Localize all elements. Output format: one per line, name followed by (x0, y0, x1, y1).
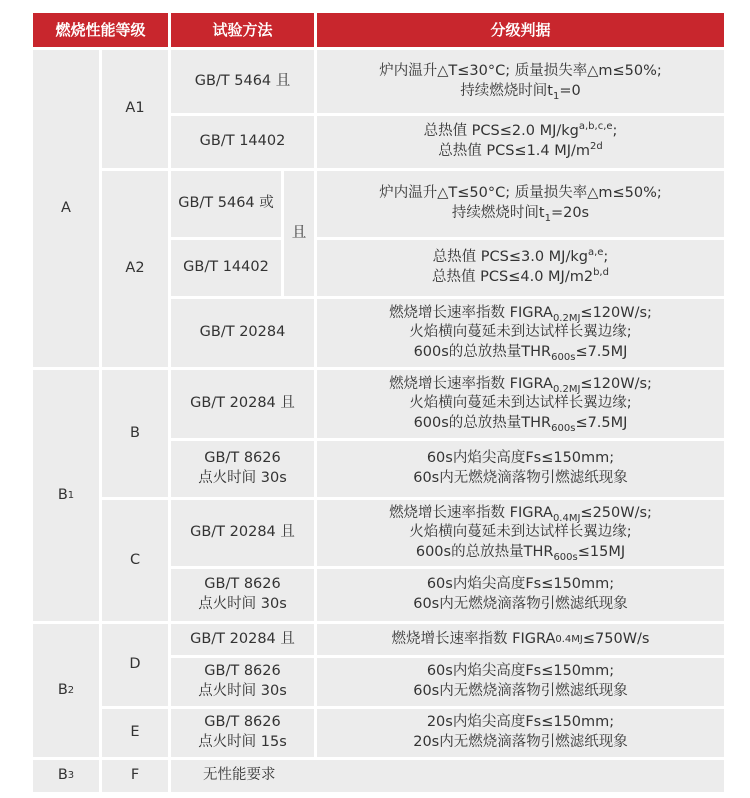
subclass-c: C (102, 500, 168, 621)
criteria-line (432, 268, 609, 288)
method-line: GB/T 8626 (204, 450, 281, 467)
criteria-c-1 (317, 500, 724, 566)
criteria-text: 600s的总放热量THR (413, 414, 552, 431)
subclass-b: B (102, 370, 168, 497)
criteria-c-2 (317, 569, 724, 621)
criteria-text: 燃烧增长速率指数 FIGRA (389, 375, 553, 392)
criteria-b-1 (317, 370, 724, 438)
criteria-text: ; (612, 123, 618, 140)
criteria-text: =0 (559, 82, 581, 99)
criteria-text: 总热值 PCS≤3.0 MJ/kg (432, 249, 588, 266)
method-f-1: 无性能要求 (171, 760, 724, 792)
criteria-text: ≤7.5MJ (575, 343, 628, 360)
fire-performance-table (33, 13, 719, 784)
criteria-a1-2 (317, 116, 724, 168)
criteria-a1-1 (317, 50, 724, 113)
criteria-line (433, 248, 609, 268)
criteria-text: 燃烧增长速率指数 FIGRA (391, 630, 556, 647)
criteria-text: ≤7.5MJ (575, 414, 628, 431)
criteria-text: ≤120W/s; (580, 304, 652, 321)
method-a1-1: GB/T 5464 且 (171, 50, 314, 113)
criteria-subscript: 0.2MJ (552, 312, 581, 324)
criteria-text: ≤120W/s; (580, 375, 652, 392)
criteria-subscript: 600s (551, 422, 576, 434)
criteria-line: 炉内温升△T≤30°C; 质量损失率△m≤50%; (379, 62, 662, 79)
class-b2: B 2 (33, 624, 99, 757)
criteria-text: ≤250W/s; (580, 504, 652, 521)
criteria-a2-3 (317, 299, 724, 367)
class-b1: B 1 (33, 370, 99, 621)
header-grade: 燃烧性能等级 (33, 13, 168, 47)
class-b3-label: B (57, 767, 68, 784)
class-b3: B 3 (33, 760, 99, 792)
method-a1-2: GB/T 14402 (171, 116, 314, 168)
criteria-subscript: 600s (553, 551, 578, 563)
criteria-line: 60s内无燃烧滴落物引燃滤纸现象 (413, 683, 628, 699)
criteria-text: ≤15MJ (577, 543, 626, 560)
criteria-line (389, 375, 652, 395)
criteria-text: 600s的总放热量THR (413, 343, 552, 360)
criteria-b-2 (317, 441, 724, 497)
class-b2-label: B (57, 681, 68, 698)
criteria-line: 60s内焰尖高度Fs≤150mm; (426, 450, 615, 467)
method-line: 点火时间 30s (198, 596, 287, 612)
method-d-2 (171, 658, 314, 706)
criteria-line: 20s内无燃烧滴落物引燃滤纸现象 (413, 734, 628, 750)
criteria-line: 20s内焰尖高度Fs≤150mm; (426, 714, 615, 731)
criteria-text: 总热值 PCS≤4.0 MJ/m2 (432, 269, 594, 285)
criteria-text: =20s (550, 205, 590, 221)
criteria-text: 600s的总放热量THR (415, 543, 554, 560)
criteria-line (438, 142, 603, 162)
criteria-line (414, 414, 628, 434)
subclass-e: E (102, 709, 168, 757)
criteria-subscript: 0.4MJ (552, 512, 581, 524)
method-line: GB/T 8626 (204, 714, 281, 731)
criteria-text: 燃烧增长速率指数 FIGRA (389, 504, 553, 521)
method-line: 点火时间 30s (198, 683, 287, 699)
criteria-text: ≤750W/s (582, 630, 650, 647)
criteria-superscript: 2d (590, 141, 603, 153)
method-b-1: GB/T 20284 且 (171, 370, 314, 438)
criteria-line: 60s内无燃烧滴落物引燃滤纸现象 (413, 596, 628, 612)
criteria-line (416, 543, 625, 563)
criteria-subscript: 1 (552, 90, 560, 102)
criteria-subscript: 600s (551, 351, 576, 363)
criteria-line: 60s内无燃烧滴落物引燃滤纸现象 (413, 470, 628, 486)
criteria-superscript: a,b,c,e (578, 121, 613, 133)
criteria-a2-2 (317, 240, 724, 296)
criteria-text: 持续燃烧时间t (451, 205, 545, 221)
criteria-line: 火焰横向蔓延未到达试样长翼边缘; (409, 524, 632, 541)
subclass-f: F (102, 760, 168, 792)
criteria-line: 60s内焰尖高度Fs≤150mm; (426, 576, 615, 593)
method-d-1: GB/T 20284 且 (171, 624, 314, 655)
criteria-line (452, 204, 589, 224)
criteria-text: ; (603, 249, 609, 266)
criteria-line: 60s内焰尖高度Fs≤150mm; (426, 663, 615, 680)
criteria-d-1: 燃烧增长速率指数 FIGRA 0.4MJ ≤750W/s (317, 624, 724, 655)
criteria-superscript: b,d (593, 267, 609, 279)
criteria-superscript: a,e (587, 247, 604, 259)
header-criteria: 分级判据 (317, 13, 724, 47)
criteria-line (460, 82, 580, 102)
subclass-a2: A2 (102, 171, 168, 367)
criteria-line (389, 304, 652, 324)
criteria-line (424, 122, 618, 142)
method-line: 点火时间 15s (198, 734, 287, 750)
class-b1-label: B (57, 486, 68, 503)
method-a2-2: GB/T 14402 (171, 240, 281, 296)
method-line: 点火时间 30s (198, 470, 287, 486)
subclass-d: D (102, 624, 168, 706)
criteria-line: 火焰横向蔓延未到达试样长翼边缘; (409, 324, 632, 341)
criteria-text: 持续燃烧时间t (460, 82, 553, 99)
method-e-1 (171, 709, 314, 757)
method-a2-3: GB/T 20284 (171, 299, 314, 367)
criteria-text: 燃烧增长速率指数 FIGRA (389, 304, 553, 321)
subclass-a1: A1 (102, 50, 168, 168)
method-c-1: GB/T 20284 且 (171, 500, 314, 566)
method-line: GB/T 8626 (204, 663, 281, 680)
criteria-a2-1 (317, 171, 724, 237)
header-method: 试验方法 (171, 13, 314, 47)
method-a2-1: GB/T 5464 或 (171, 171, 281, 237)
criteria-text: 总热值 PCS≤1.4 MJ/m (438, 143, 591, 159)
criteria-e-1 (317, 709, 724, 757)
criteria-line (389, 504, 652, 524)
method-c-2 (171, 569, 314, 621)
criteria-text: 总热值 PCS≤2.0 MJ/kg (423, 123, 579, 140)
class-a: A (33, 50, 99, 367)
method-a2-and: 且 (284, 171, 314, 296)
criteria-line (414, 343, 628, 363)
method-b-2 (171, 441, 314, 497)
method-line: GB/T 8626 (204, 576, 281, 593)
criteria-line: 火焰横向蔓延未到达试样长翼边缘; (409, 395, 632, 412)
criteria-subscript: 1 (544, 212, 551, 224)
criteria-subscript: 0.2MJ (552, 383, 581, 395)
criteria-line: 炉内温升△T≤50°C; 质量损失率△m≤50%; (379, 185, 662, 202)
criteria-d-2 (317, 658, 724, 706)
